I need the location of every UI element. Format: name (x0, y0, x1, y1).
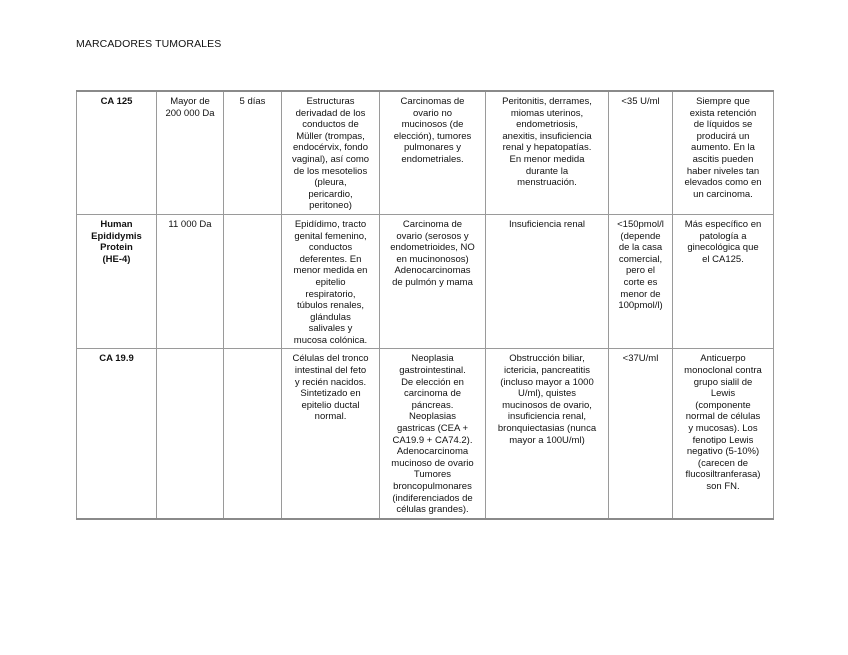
normal-value-cell (609, 91, 673, 214)
table-row (77, 91, 774, 214)
half-life: 5 días (239, 96, 266, 107)
normal-value-cell (609, 214, 673, 349)
table-row (77, 349, 774, 519)
neoplasms-text: Carcinomas de ovario no mucinosos (de elección), tumores pulmonares y endometriales. (393, 96, 472, 165)
benign-conditions-text: Obstrucción biliar, ictericia, pancreatitis (incluso mayor a 1000 U/ml), quistes mucinosos de ovario, insuficiencia renal, bronquiectasias (nunca mayor a 100U/ml) (497, 353, 597, 446)
benign-conditions-text: Insuficiencia renal (508, 218, 586, 230)
half-life-cell (224, 91, 282, 214)
tumor-markers-table (76, 90, 774, 520)
neoplasms-cell (380, 91, 486, 214)
neoplasms-cell (380, 214, 486, 349)
normal-value: <150pmol/l (depende de la casa comercial, pero el corte es menor de 100pmol/l) (617, 218, 664, 312)
notes-text: Más específico en patología a ginecológica que el CA125. (684, 218, 762, 265)
neoplasms-text: Neoplasia gastrointestinal. De elección en carcinoma de páncreas. Neoplasias gastricas (CEA + CA19.9 + CA74.2). Adenocarcinoma mucinoso de ovario Tumores broncopulmonares (indiferenciados de células grandes). (391, 353, 474, 516)
normal-value: <35 U/ml (621, 96, 660, 107)
benign-conditions-cell (486, 349, 609, 519)
marker-name-cell (77, 91, 157, 214)
molecular-weight-cell (157, 214, 224, 349)
notes-cell (673, 349, 774, 519)
half-life-cell (224, 349, 282, 519)
origin-cell (282, 349, 380, 519)
molecular-weight: 11 000 Da (168, 218, 212, 230)
molecular-weight: Mayor de 200 000 Da (165, 96, 215, 119)
marker-name: CA 19.9 (99, 353, 134, 365)
origin-cell (282, 91, 380, 214)
marker-name: Human Epididymis Protein (HE-4) (91, 218, 142, 265)
marker-name-cell (77, 349, 157, 519)
origin-text: Epidídimo, tracto genital femenino, conductos deferentes. En menor medida en epitelio respiratorio, túbulos renales, glándulas salivales y mucosa colónica. (293, 218, 368, 346)
benign-conditions-cell (486, 91, 609, 214)
notes-cell (673, 91, 774, 214)
notes-text: Anticuerpo monoclonal contra grupo sialil de Lewis (componente normal de células y mucosas). Los fenotipo Lewis negativo (5-10%) (carecen de flucosiltranferasa) son FN. (684, 353, 762, 492)
marker-name: CA 125 (100, 96, 133, 107)
notes-cell (673, 214, 774, 349)
table-row (77, 214, 774, 349)
origin-text: Células del tronco intestinal del feto y recién nacidos. Sintetizado en epitelio ductal normal. (292, 353, 369, 423)
page-title: MARCADORES TUMORALES (76, 38, 222, 50)
benign-conditions-cell (486, 214, 609, 349)
normal-value: <37U/ml (622, 353, 659, 365)
molecular-weight-cell (157, 91, 224, 214)
benign-conditions-text: Peritonitis, derrames, miomas uterinos, endometriosis, anexitis, insuficiencia renal y hepatopatías. En menor medida durante la menstruación. (502, 96, 592, 189)
origin-cell (282, 214, 380, 349)
normal-value-cell (609, 349, 673, 519)
molecular-weight-cell (157, 349, 224, 519)
half-life-cell (224, 214, 282, 349)
neoplasms-cell (380, 349, 486, 519)
neoplasms-text: Carcinoma de ovario (serosos y endometrioides, NO en mucinonosos) Adenocarcinomas de pulmón y mama (390, 218, 475, 288)
origin-text: Estructuras derivadad de los conductos de Müller (trompas, endocérvix, fondo vaginal), así como de los mesotelios (pleura, pericardio, peritoneo) (291, 96, 370, 212)
notes-text: Siempre que exista retención de líquidos se producirá un aumento. En la ascitis pueden haber niveles tan elevados como en un carcinoma. (684, 96, 762, 200)
marker-name-cell (77, 214, 157, 349)
